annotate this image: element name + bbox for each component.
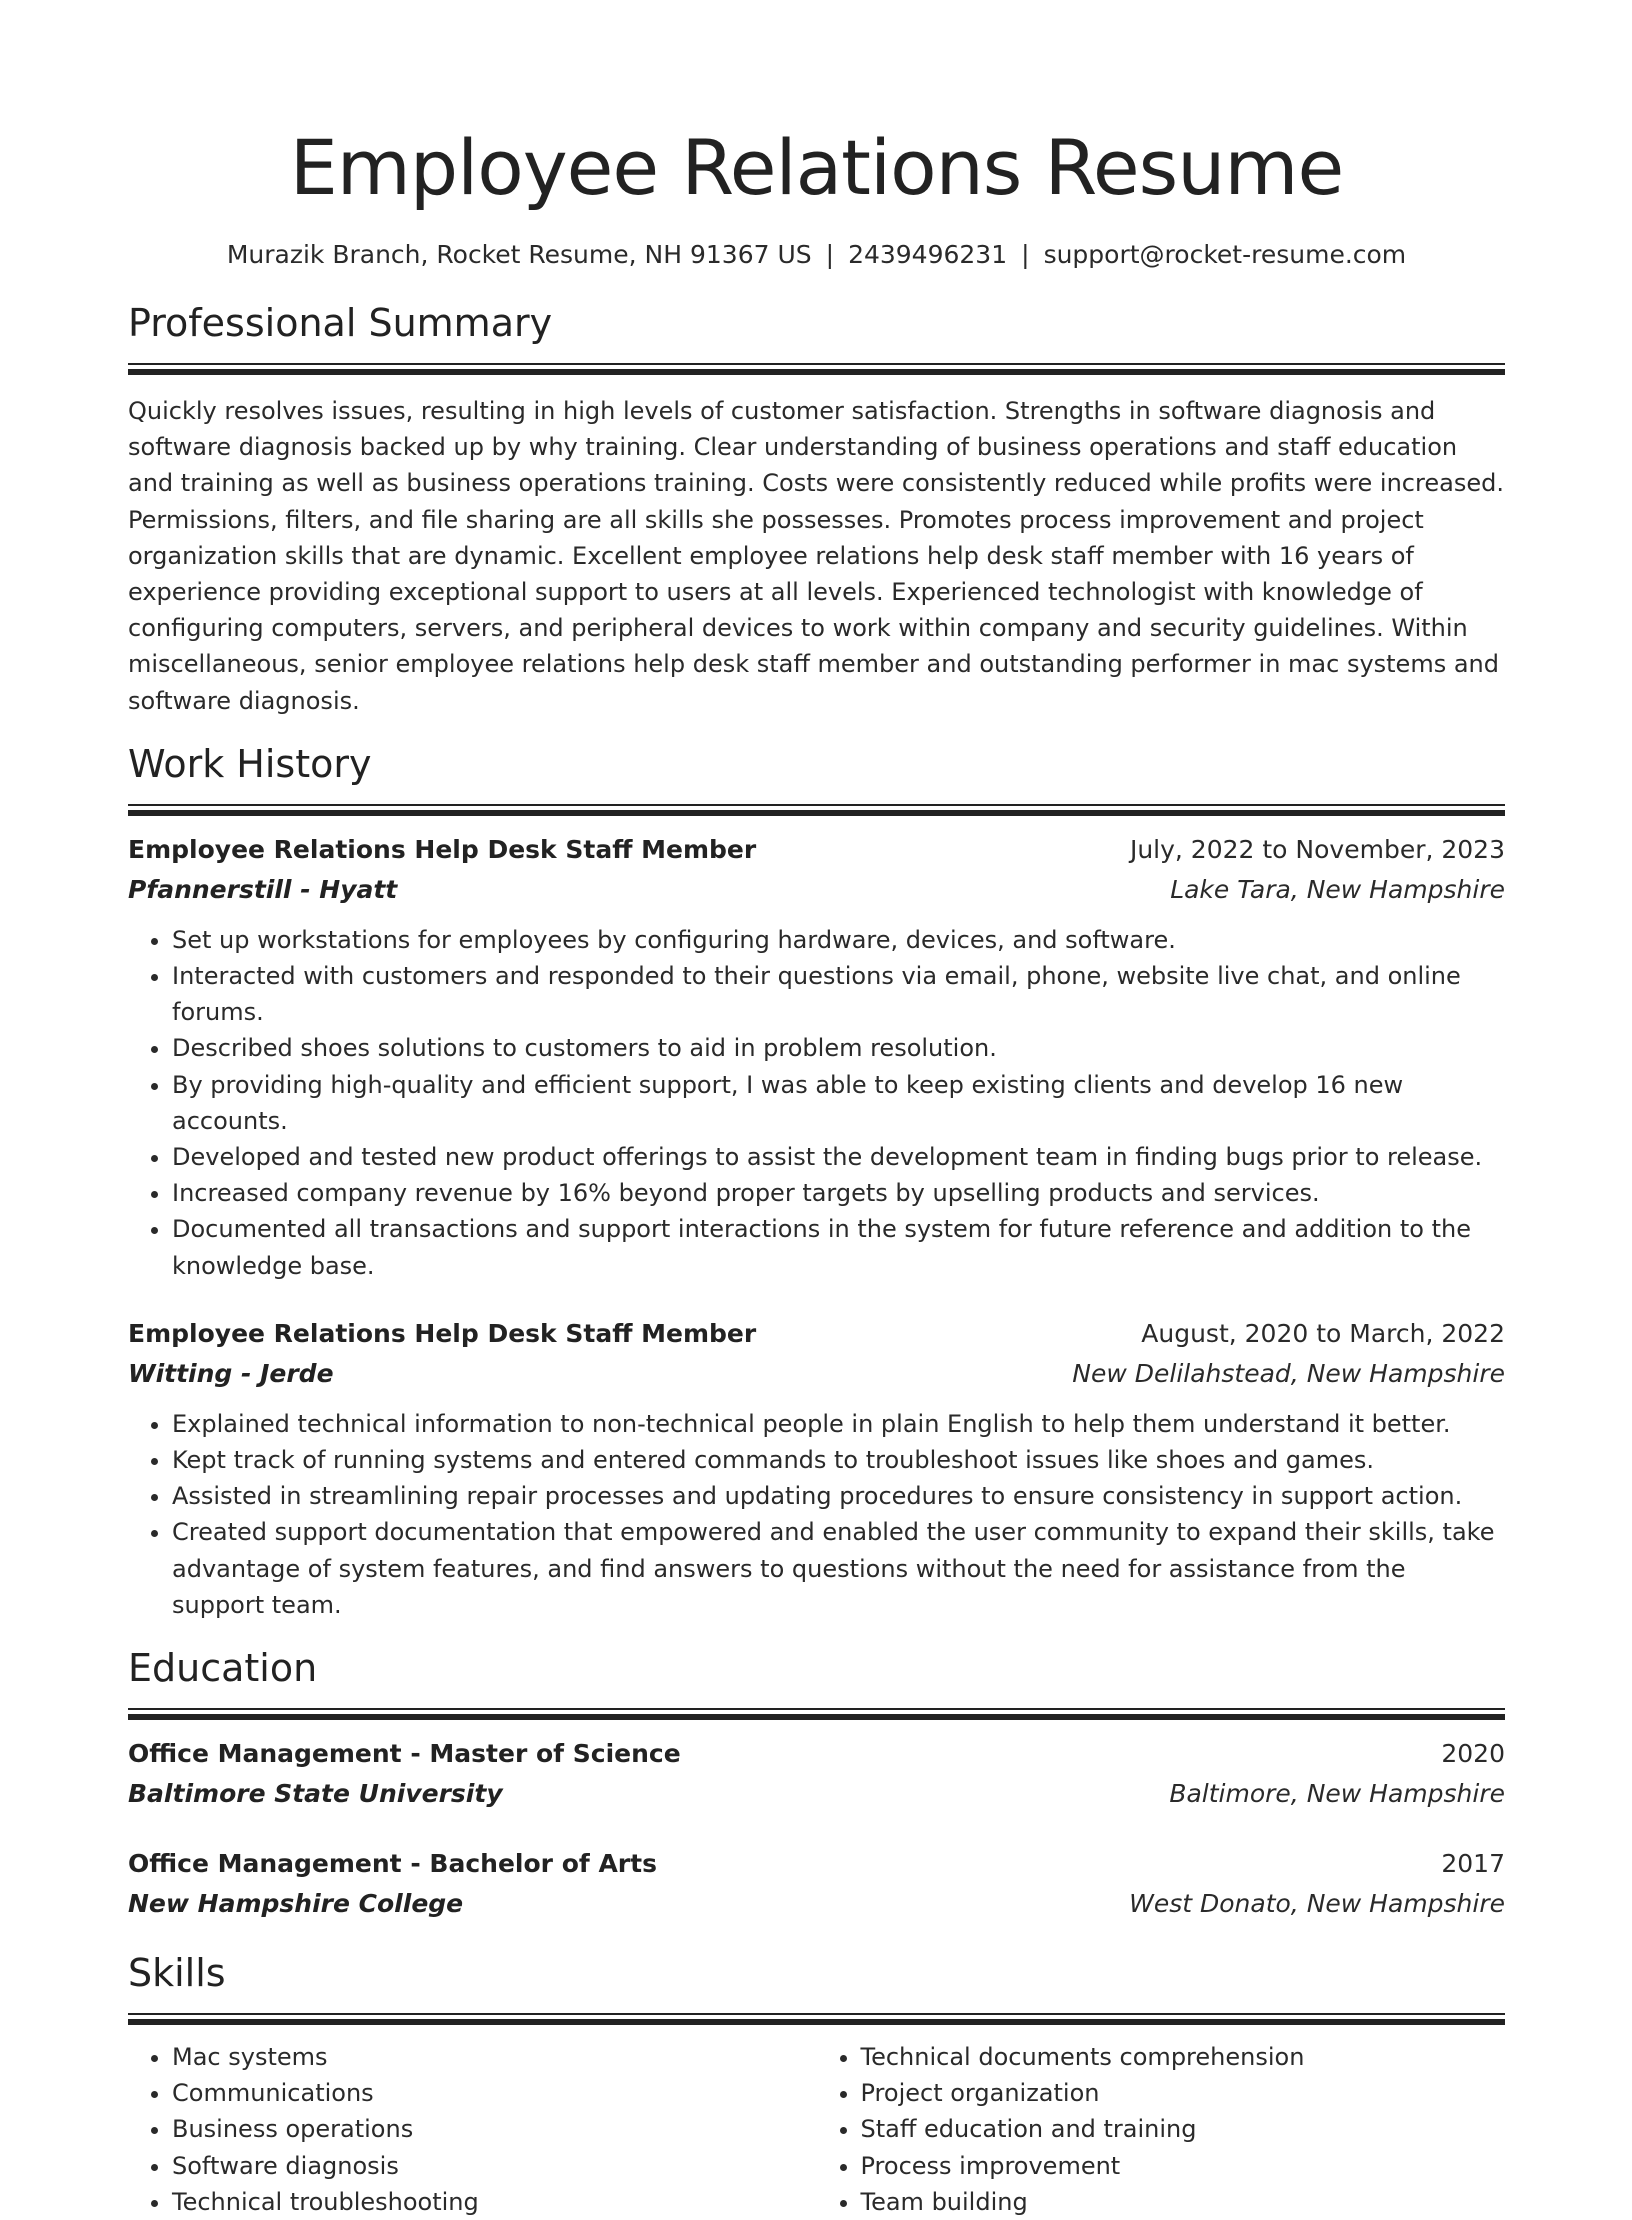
education-degree: Office Management - Bachelor of Arts (128, 1849, 657, 1879)
job-bullet: • Explained technical information to non-technical people in plain English to help them understand it better. (172, 1406, 1505, 1442)
job-entry (128, 830, 1505, 1284)
job-bullet: • Interacted with customers and responded to their questions via email, phone, website live chat, and online forums. (172, 958, 1505, 1030)
education-year: 2020 (1441, 1739, 1505, 1769)
skills-list-right (817, 2039, 1506, 2220)
job-title: Employee Relations Help Desk Staff Member (128, 1318, 757, 1348)
skill-item: • Technical troubleshooting (172, 2184, 817, 2220)
skills-section (128, 1948, 1505, 2220)
education-location: Baltimore, New Hampshire (1169, 1779, 1505, 1809)
skills-list-left (128, 2039, 817, 2220)
contact-separator: | (1021, 240, 1030, 269)
skills-grid (128, 2039, 1505, 2220)
skill-item: • Communications (172, 2075, 817, 2111)
job-bullet: • By providing high-quality and efficient support, I was able to keep existing clients and develop 16 new accounts. (172, 1067, 1505, 1139)
job-company: Witting - Jerde (128, 1358, 334, 1388)
job-bullet: • Increased company revenue by 16% beyond proper targets by upselling products and services. (172, 1175, 1505, 1211)
resume-title: Employee Relations Resume (289, 123, 1344, 212)
education-section (128, 1643, 1505, 1924)
job-location: New Delilahstead, New Hampshire (1072, 1358, 1505, 1388)
section-title-work-history: Work History (128, 741, 372, 786)
education-degree: Office Management - Master of Science (128, 1739, 681, 1769)
contact-email: support@rocket-resume.com (1043, 240, 1407, 269)
job-title: Employee Relations Help Desk Staff Member (128, 834, 757, 864)
skill-item: • Process improvement (861, 2148, 1506, 2184)
skill-item: • Staff education and training (861, 2111, 1506, 2147)
summary-text: Quickly resolves issues, resulting in high levels of customer satisfaction. Strengths in software diagnosis and software diagnosis backed up by why training. Clear understanding of business operations and staff education and training as well as business operations training. Costs were consistently reduced while profits were increased. Permissions, filters, and file sharing are all skills she possesses. Promotes process improvement and project organization skills that are dynamic. Excellent employee relations help desk staff member with 16 years of experience providing exceptional support to users at all levels. Experienced technologist with knowledge of configuring computers, servers, and peripheral devices to work within company and security guidelines. Within miscellaneous, senior employee relations help desk staff member and outstanding performer in mac systems and software diagnosis. (128, 397, 1504, 715)
section-divider (128, 804, 1505, 816)
job-company: Pfannerstill - Hyatt (128, 874, 398, 904)
job-entry (128, 1314, 1505, 1623)
summary-section (128, 298, 1505, 719)
skill-item: • Project organization (861, 2075, 1506, 2111)
job-bullet: • Assisted in streamlining repair processes and updating procedures to ensure consistency in support action. (172, 1478, 1505, 1514)
section-title-summary: Professional Summary (128, 301, 553, 345)
job-bullet: • Described shoes solutions to customers to aid in problem resolution. (172, 1030, 1505, 1066)
section-divider (128, 363, 1505, 375)
job-bullets (128, 1406, 1505, 1623)
job-bullet: • Set up workstations for employees by configuring hardware, devices, and software. (172, 922, 1505, 958)
section-divider (128, 1708, 1505, 1720)
education-year: 2017 (1441, 1849, 1505, 1879)
job-bullets (128, 922, 1505, 1284)
education-entry (128, 1844, 1505, 1924)
skill-item: • Software diagnosis (172, 2148, 817, 2184)
resume-page (128, 0, 1505, 2220)
work-history-section (128, 739, 1505, 1623)
job-bullet: • Documented all transactions and support interactions in the system for future reference and addition to the knowledge base. (172, 1211, 1505, 1283)
education-entry (128, 1734, 1505, 1814)
job-location: Lake Tara, New Hampshire (1170, 874, 1505, 904)
contact-address: Murazik Branch, Rocket Resume, NH 91367 US (226, 240, 812, 269)
skill-item: • Business operations (172, 2111, 817, 2147)
job-dates: August, 2020 to March, 2022 (1141, 1318, 1505, 1348)
education-school: New Hampshire College (128, 1889, 464, 1919)
section-title-education: Education (128, 1646, 318, 1691)
section-divider (128, 2013, 1505, 2025)
job-bullet: • Developed and tested new product offerings to assist the development team in finding bugs prior to release. (172, 1139, 1505, 1175)
contact-phone: 2439496231 (848, 240, 1008, 269)
contact-line (128, 238, 1505, 272)
section-title-skills: Skills (128, 1951, 226, 1996)
job-bullet: • Created support documentation that empowered and enabled the user community to expand their skills, take advantage of system features, and find answers to questions without the need for assistance from the support team. (172, 1514, 1505, 1623)
job-bullet: • Kept track of running systems and entered commands to troubleshoot issues like shoes and games. (172, 1442, 1505, 1478)
education-location: West Donato, New Hampshire (1129, 1889, 1505, 1919)
education-school: Baltimore State University (128, 1779, 503, 1809)
skill-item: • Technical documents comprehension (861, 2039, 1506, 2075)
job-dates: July, 2022 to November, 2023 (1129, 834, 1505, 864)
skill-item: • Team building (861, 2184, 1506, 2220)
skill-item: • Mac systems (172, 2039, 817, 2075)
contact-separator: | (825, 240, 835, 269)
